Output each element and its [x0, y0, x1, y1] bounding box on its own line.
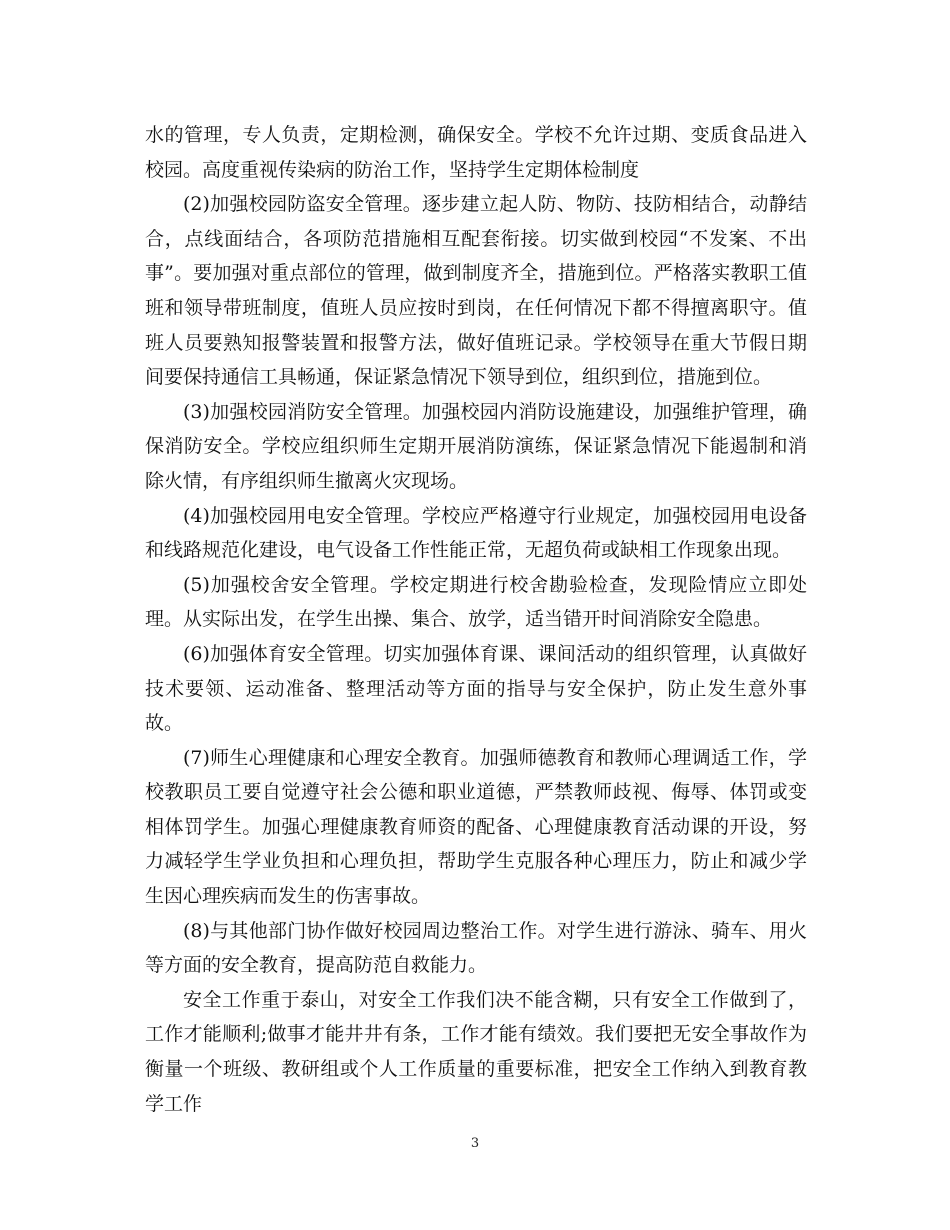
paragraph-mental-health: (7)师生心理健康和心理安全教育。加强师德教育和教师心理调适工作，学校教职员工要自觉遵守社会公德和职业道德，严禁教师歧视、侮辱、体罚或变相体罚学生。加强心理健康教育师资的配备、心理健康教育活动课的开设，努力减轻学生学业负担和心理负担，帮助学生克服各种心理压力，防止和减少学生因心理疾病而发生的伤害事故。 — [145, 746, 807, 908]
paragraph-theft-prevention: (2)加强校园防盗安全管理。逐步建立起人防、物防、技防相结合，动静结合，点线面结合，各项防范措施相互配套衔接。切实做到校园“不发案、不出事”。要加强对重点部位的管理，做到制度齐全，措施到位。严格落实教职工值班和领导带班制度，值班人员应按时到岗，在任何情况下都不得擅离职守。值班人员要熟知报警装置和报警方法，做好值班记录。学校领导在重大节假日期间要保持通信工具畅通，保证紧急情况下领导到位，组织到位，措施到位。 — [145, 193, 807, 389]
page-number: 3 — [470, 1136, 480, 1151]
paragraph-campus-surroundings: (8)与其他部门协作做好校园周边整治工作。对学生进行游泳、骑车、用火等方面的安全教育，提高防范自救能力。 — [145, 919, 807, 977]
paragraph-fire-safety: (3)加强校园消防安全管理。加强校园内消防设施建设，加强维护管理，确保消防安全。学校应组织师生定期开展消防演练，保证紧急情况下能遏制和消除火情，有序组织师生撤离火灾现场。 — [145, 400, 807, 492]
paragraph-electrical-safety: (4)加强校园用电安全管理。学校应严格遵守行业规定，加强校园用电设备和线路规范化建设，电气设备工作性能正常，无超负荷或缺相工作现象出现。 — [145, 504, 807, 562]
paragraph-building-safety: (5)加强校舍安全管理。学校定期进行校舍勘验检查，发现险情应立即处理。从实际出发，在学生出操、集合、放学，适当错开时间消除安全隐患。 — [145, 573, 807, 631]
document-body — [145, 118, 807, 1121]
paragraph-sports-safety: (6)加强体育安全管理。切实加强体育课、课间活动的组织管理，认真做好技术要领、运动准备、整理活动等方面的指导与安全保护，防止发生意外事故。 — [145, 642, 807, 735]
paragraph-water-management: 水的管理，专人负责，定期检测，确保安全。学校不允许过期、变质食品进入校园。高度重视传染病的防治工作，坚持学生定期体检制度 — [145, 124, 807, 181]
paragraph-conclusion: 安全工作重于泰山，对安全工作我们决不能含糊，只有安全工作做到了，工作才能顺利;做事才能井井有条，工作才能有绩效。我们要把无安全事故作为衡量一个班级、教研组或个人工作质量的重要标准，把安全工作纳入到教育教学工作 — [145, 988, 807, 1115]
